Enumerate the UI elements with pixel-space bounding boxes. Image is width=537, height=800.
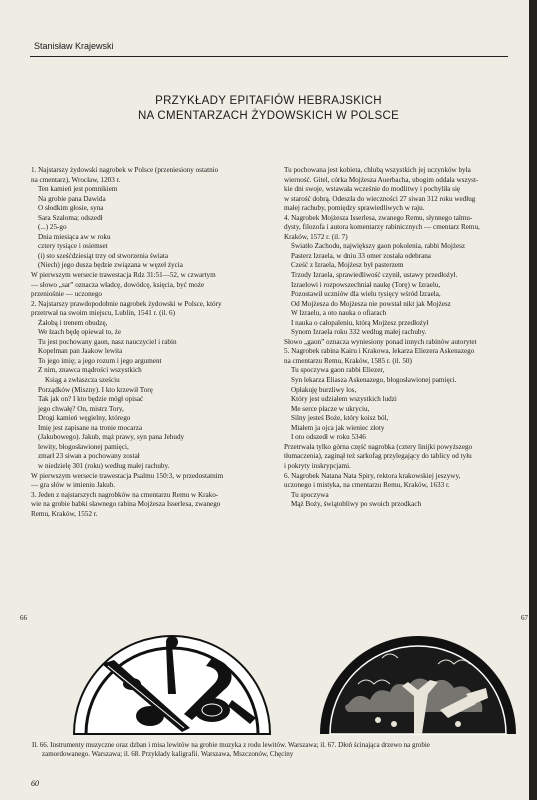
text-line: Z nim, znawca mądrości wszystkich	[38, 366, 142, 375]
text-line: Remu, Kraków, 1552 r.	[31, 509, 98, 518]
text-line: Na grobie pana Dawida	[38, 194, 106, 203]
text-line: O słodkim głosie, syna	[38, 204, 104, 213]
text-line: (...) 25-go	[38, 223, 67, 232]
text-line: przeniośnie — uczonego	[31, 290, 102, 299]
text-line: dysty, filozofa i autora komentarzy rabinicznych — cmentarz Remu,	[284, 223, 480, 232]
text-line: 1. Najstarszy żydowski nagrobek w Polsce (przeniesiony ostatnio	[31, 166, 219, 174]
left-column	[31, 166, 273, 519]
text-line: i pokryty inskrypcjami.	[284, 461, 351, 470]
text-line: jego chwałę? On, mistrz Tory,	[38, 404, 124, 413]
text-line: Żałobą i trenem obudzę,	[38, 318, 108, 327]
text-line: Porządków (Miszny). I kto krzewił Torę	[38, 385, 153, 394]
text-line: Ksiąg a zwłaszcza sześciu	[45, 376, 120, 385]
text-line: 4. Nagrobek Mojżesza Isserlesa, zwanego Remu, słynnego talmu-	[284, 213, 473, 222]
text-line: na cmentarz), Wrocław, 1203 r.	[31, 175, 121, 184]
text-line: w starość dobrą. Odeszła do wieczności 27 siwan 312 roku według	[284, 194, 476, 203]
text-line: 2. Najstarszy prawdopodobnie nagrobek żydowski w Polsce, który	[31, 299, 222, 308]
text-line: uczonego i mistyka, na cmentarzu Remu, Kraków, 1633 r.	[284, 481, 450, 490]
side-page-number-left: 66	[20, 614, 27, 622]
text-line: W Izraelu, a oto nauka o ofiarach	[291, 309, 387, 318]
instruments-relief-icon	[72, 624, 272, 736]
text-line: Sara Szaloma; odszedł	[38, 213, 103, 222]
text-line: Drogi kamień węgielny, którego	[38, 414, 131, 423]
text-line: Silny jesteś Boże, który koisz ból,	[291, 414, 389, 423]
text-line: (Niech) jego dusza będzie związana w węzeł życia	[38, 261, 183, 270]
text-line: W pierwszym wersecie trawestacja Rdz 31:51—52, w czwartym	[31, 271, 216, 280]
text-line: 6. Nagrobek Natana Nata Spiry, rektora krakowskiej jeszywy,	[284, 471, 461, 480]
text-line: I oto odszedł w roku 5346	[291, 433, 366, 442]
text-line: Kraków, 1572 r. (il. 7)	[284, 232, 348, 241]
text-line: wierność. Gitel, córka Mojżesza Auerbacha, ubogim oddała wszyst-	[284, 175, 479, 184]
text-line: To jego imię; a jego rozum i jego argument	[38, 356, 162, 365]
text-line: tłumaczenia), zaginął też sarkofag przylegający do tablicy od tyłu	[284, 452, 472, 461]
text-line: Mąż Boży, świątobliwy po swoich przodkach	[291, 500, 422, 509]
text-line: Izraelowi i rozpowszechniał naukę (Torę) w Izraelu,	[291, 280, 441, 289]
text-line: Tu pochowana jest kobieta, chlubą wszystkich jej uczynków była	[284, 166, 471, 174]
text-line: (Jakubowego). Jakub, mąż prawy, syn pana Jehudy	[38, 433, 185, 442]
text-line: (i) sto sześćdziesiąt trzy od stworzenia świata	[38, 251, 169, 260]
text-line: na cmentarzu Remu, Kraków, 1585 r. (il. 50)	[284, 356, 412, 365]
side-page-number-right: 67	[521, 614, 528, 622]
text-line: cztery tysiące i osiemset	[38, 242, 108, 251]
text-line: Me serce płacze w ukryciu,	[291, 404, 370, 413]
text-line: Słowo „gaon” oznacza wyniesiony ponad innych rabinów autorytet	[284, 337, 477, 346]
text-line: wie na grobie babki sławnego rabina Mojżesza Isserlesa, zwanego	[31, 500, 221, 509]
text-line: Syn lekarza Eliasza Askenazego, błogosławionej pamięci.	[291, 376, 457, 385]
text-line: Tu spoczywa gaon rabbi Eliezer,	[291, 366, 385, 375]
page-number: 60	[31, 779, 39, 788]
caption-line-1: Il. 66. Instrumenty muzyczne oraz dzban i misa lewitów na grobie muzyka z rodu lewitów. Warszawa; il. 67. Dłoń ścinająca drzewo na grobie	[32, 741, 430, 749]
text-line: lewity, błogosławionej pamięci,	[38, 442, 129, 451]
text-line: W pierwszym wersecie trawestacja Psalmu 150:3, w przedostatnim	[31, 471, 224, 480]
text-line: w niedzielę 301 (roku) według małej rachuby.	[38, 461, 170, 470]
text-line: Tak jak on? I kto będzie mógł opisać	[38, 395, 144, 404]
caption-line-2: zamordowanego. Warszawa; il. 68. Przykłady kaligrafii. Warszawa, Mszczonów, Chęciny	[42, 750, 294, 758]
title-line-1: PRZYKŁADY EPITAFIÓW HEBRAJSKICH	[155, 95, 382, 107]
author-name: Stanisław Krajewski	[34, 41, 114, 51]
text-line: Opłakuję burzliwy los,	[291, 385, 357, 394]
text-line: Tu spoczywa	[291, 490, 329, 499]
text-line: Kopelman pan Jaakow lewita	[38, 347, 123, 356]
text-line: Pasterz Izraela, w dniu 33 omer została odebrana	[291, 251, 431, 260]
header-rule	[30, 56, 508, 57]
hand-cutting-tree-relief-icon	[318, 624, 518, 736]
text-line: przetrwał na swoim miejscu, Lublin, 1541 r. (il. 6)	[31, 309, 175, 318]
text-line: — słowo „sar” oznacza władcę, dowódcę, księcia, być może	[31, 280, 205, 289]
right-column	[284, 166, 516, 510]
text-line: Cześć z Izraela, Mojżesz był pasterzem	[291, 261, 404, 270]
page-title	[0, 94, 537, 124]
text-line: Światło Zachodu, największy gaon pokolenia, rabbi Mojżesz	[291, 242, 466, 251]
figure-caption	[32, 741, 524, 759]
text-line: 3. Jeden z najstarszych nagrobków na cmentarzu Remu w Krako-	[31, 490, 219, 499]
title-line-2: NA CMENTARZACH ŻYDOWSKICH W POLSCE	[137, 110, 400, 122]
text-line: — gra słów w imieniu Jakub.	[31, 481, 116, 490]
text-line: Dnia miesiąca aw w roku	[38, 232, 111, 241]
text-line: małej rachuby, pomiędzy sprawiedliwych w raju.	[284, 204, 425, 213]
text-line: I nauka o całopaleniu, którą Mojżesz przedłożył	[291, 318, 429, 327]
text-line: kie dni swoje, wstawała wcześnie do modlitwy i pochyliła się	[284, 185, 461, 194]
text-line: We łzach będę opiewał to, że	[38, 328, 122, 337]
text-line: Przetrwała tylko górna część nagrobka (cztery linijki powyższego	[284, 442, 473, 451]
text-line: Tu jest pochowany gaon, nasz nauczyciel i rabin	[38, 337, 177, 346]
text-line: Trzody Izraela, sprawiedliwość czynił, ustawy przedłożył.	[291, 271, 458, 280]
text-line: Od Mojżesza do Mojżesza nie powstał nikt jak Mojżesz	[291, 299, 451, 308]
text-line: Pozostawił uczniów dla wielu tysięcy wśród Izraela,	[291, 290, 441, 299]
text-line: Imię jest zapisane na tronie mocarza	[38, 423, 143, 432]
text-line: Miałem ja ojca jak wieniec złoty	[291, 423, 385, 432]
text-line: zmarł 23 siwan a pochowany został	[38, 452, 140, 461]
text-line: 5. Nagrobek rabina Kairu i Krakowa, lekarza Eliezera Askenazego	[284, 347, 475, 356]
text-line: Ten kamień jest pomnikiem	[38, 185, 118, 194]
text-line: Który jest udziałem wszystkich ludzi	[291, 395, 397, 404]
scan-edge	[529, 0, 537, 800]
text-line: Synom Izraela roku 332 według małej rachuby.	[291, 328, 427, 337]
